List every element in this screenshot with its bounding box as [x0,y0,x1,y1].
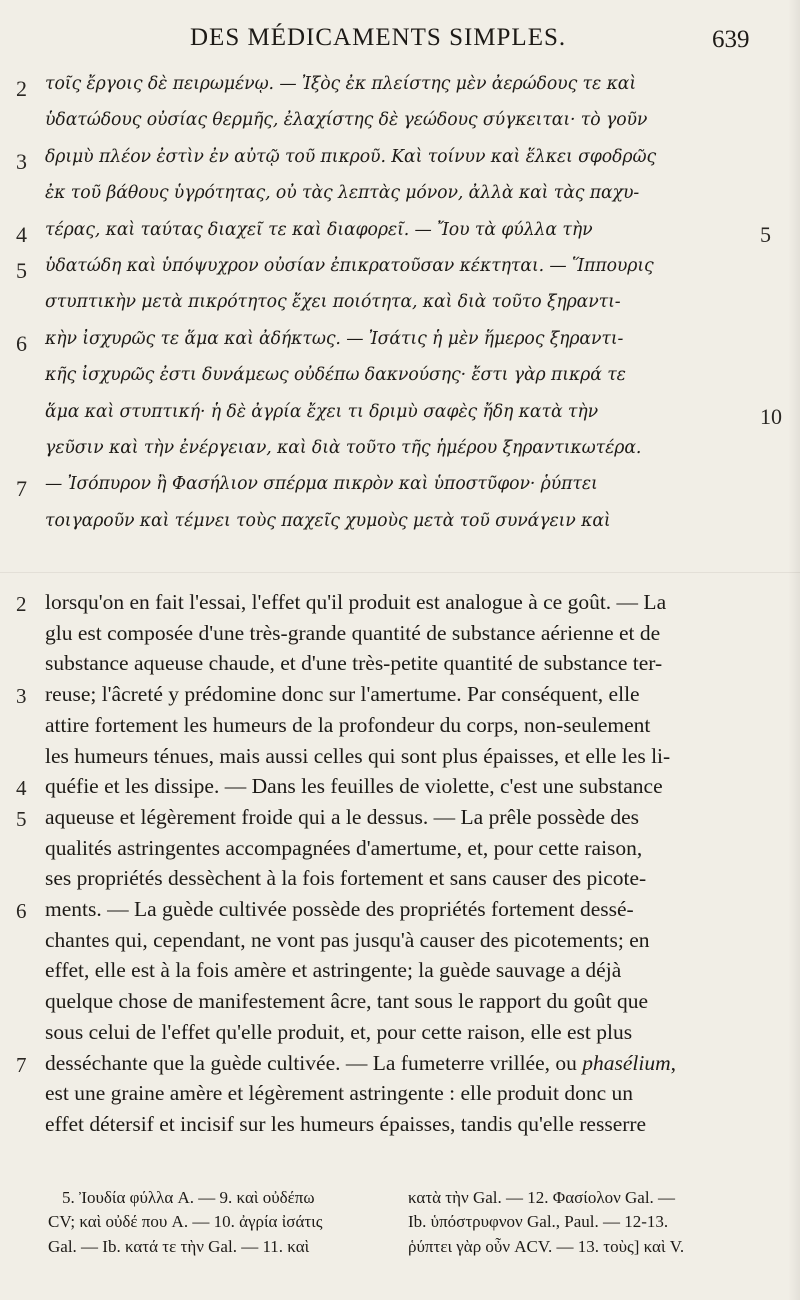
french-line: les humeurs ténues, mais aussi celles qui sont plus épaisses, et elle les li- [45,743,671,768]
french-line: lorsqu'on en fait l'essai, l'effet qu'il produit est analogue à ce goût. — La [45,590,667,614]
greek-line: στυπτικὴν μετὰ πικρότητος ἔχει ποιότητα, καὶ διὰ τοῦτο ξηραντι- [45,292,621,313]
footnote-line-right: ῥύπτει γὰρ οὖν ACV. — 13. τοὺς] καὶ V. [408,1237,685,1256]
french-line: ments. — La guède cultivée possède des propriétés fortement dessé- [45,897,634,921]
running-title: DES MÉDICAMENTS SIMPLES. [190,24,567,51]
line-number: 6 [16,330,27,356]
footnote-line-left: CV; καὶ οὐδέ που A. — 10. ἀγρία ἰσάτις [48,1212,323,1231]
greek-line: γεῦσιν καὶ τὴν ἐνέργειαν, καὶ διὰ τοῦτο τῆς ἡμέρου ξηραντικωτέρα. [45,438,642,458]
line-number: 7 [16,476,27,502]
line-number: 5 [16,806,27,831]
greek-line: — Ἰσόπυρον ἢ Φασήλιον σπέρμα πικρὸν καὶ ὑποστῦφον· ῥύπτει [45,474,598,495]
french-line: reuse; l'âcreté y prédomine donc sur l'amertume. Par conséquent, elle [45,682,640,707]
footnote-line-left: 5. Ἰουδία φύλλα A. — 9. καὶ οὐδέπω [62,1188,315,1207]
french-line: quelque chose de manifestement âcre, tant sous le rapport du goût que [45,989,648,1014]
running-head [0,18,800,58]
french-line: sous celui de l'effet qu'elle produit, et, pour cette raison, elle est plus [45,1019,633,1044]
greek-line: τοῖς ἔργοις δὲ πειρωμένῳ. — Ἰξὸς ἐκ πλείστης μὲν ἀερώδους τε καὶ [45,74,637,94]
line-number: 2 [16,592,27,616]
french-line: attire fortement les humeurs de la profondeur du corps, non-seulement [45,712,651,737]
french-line: ses propriétés dessèchent à la fois fortement et sans causer des picote- [45,866,647,891]
french-line: glu est composée d'une très-grande quantité de substance aérienne et de [45,620,661,645]
greek-line: τέρας, καὶ ταύτας διαχεῖ τε καὶ διαφορεῖ. — Ἴου τὰ φύλλα τὴν [45,219,593,240]
page-edge-shadow [788,0,800,1300]
french-line: effet, elle est à la fois amère et astringente; la guède sauvage a déjà [45,958,622,983]
line-number: 3 [16,148,27,174]
greek-line: κὴν ἰσχυρῶς τε ἅμα καὶ ἀδήκτως. — Ἰσάτις ἡ μὲν ἥμερος ξηραντι- [45,328,624,349]
greek-line: ἅμα καὶ στυπτική· ἡ δὲ ἀγρία ἔχει τι δριμὺ σαφὲς ἤδη κατὰ τὴν [45,401,599,422]
french-line: effet détersif et incisif sur les humeurs épaisses, tandis qu'elle resserre [45,1111,647,1136]
french-line: qualités astringentes accompagnées d'amertume, et, pour cette raison, [45,835,643,860]
greek-line: δριμὺ πλέον ἐστὶν ἐν αὐτῷ τοῦ πικροῦ. Καὶ τοίνυν καὶ ἕλκει σφοδρῶς [45,146,657,167]
greek-line: ὑδατώδη καὶ ὑπόψυχρον οὐσίαν ἐπικρατοῦσαν κέκτηται. — Ἵππουρις [45,256,654,276]
footnote-line-right: Ib. ὑπόστρυφνον Gal., Paul. — 12-13. [408,1212,669,1231]
french-line: aqueuse et légèrement froide qui a le dessus. — La prêle possède des [45,804,640,829]
line-number: 5 [16,258,27,283]
footnote-line-right: κατὰ τὴν Gal. — 12. Φασίολον Gal. — [408,1188,676,1207]
french-line: chantes qui, cependant, ne vont pas jusqu'à causer des picotements; en [45,927,650,952]
page-number: 639 [712,26,750,53]
greek-line: ὑδατώδους οὐσίας θερμῆς, ἐλαχίστης δὲ γεώδους σύγκειται· τὸ γοῦν [45,110,648,131]
greek-line: κῆς ἰσχυρῶς ἐστι δυνάμεως οὐδέπω δακνούσης· ἔστι γὰρ πικρά τε [45,365,626,386]
greek-line: ἐκ τοῦ βάθους ὑγρότητας, οὐ τὰς λεπτὰς μόνον, ἀλλὰ καὶ τὰς παχυ- [45,183,640,204]
french-line: quéfie et les dissipe. — Dans les feuilles de violette, c'est une substance [45,774,663,799]
french-line: substance aqueuse chaude, et d'une très-petite quantité de substance ter- [45,651,663,676]
french-line: est une graine amère et légèrement astringente : elle produit donc un [45,1081,634,1106]
greek-line: τοιγαροῦν καὶ τέμνει τοὺς παχεῖς χυμοὺς μετὰ τοῦ συνάγειν καὶ [45,510,611,531]
greek-line-count-marker: 5 [760,221,771,247]
greek-line-count-marker: 10 [760,403,782,429]
line-number: 3 [16,684,27,709]
footnote-line-left: Gal. — Ib. κατά τε τὴν Gal. — 11. καὶ [48,1237,310,1256]
line-number: 6 [16,899,27,923]
french-line: desséchante que la guède cultivée. — La fumeterre vrillée, ou phasélium, [45,1050,677,1075]
section-divider [0,572,800,573]
line-number: 2 [16,76,27,101]
line-number: 7 [16,1052,27,1077]
line-number: 4 [16,221,27,247]
line-number: 4 [16,776,27,801]
